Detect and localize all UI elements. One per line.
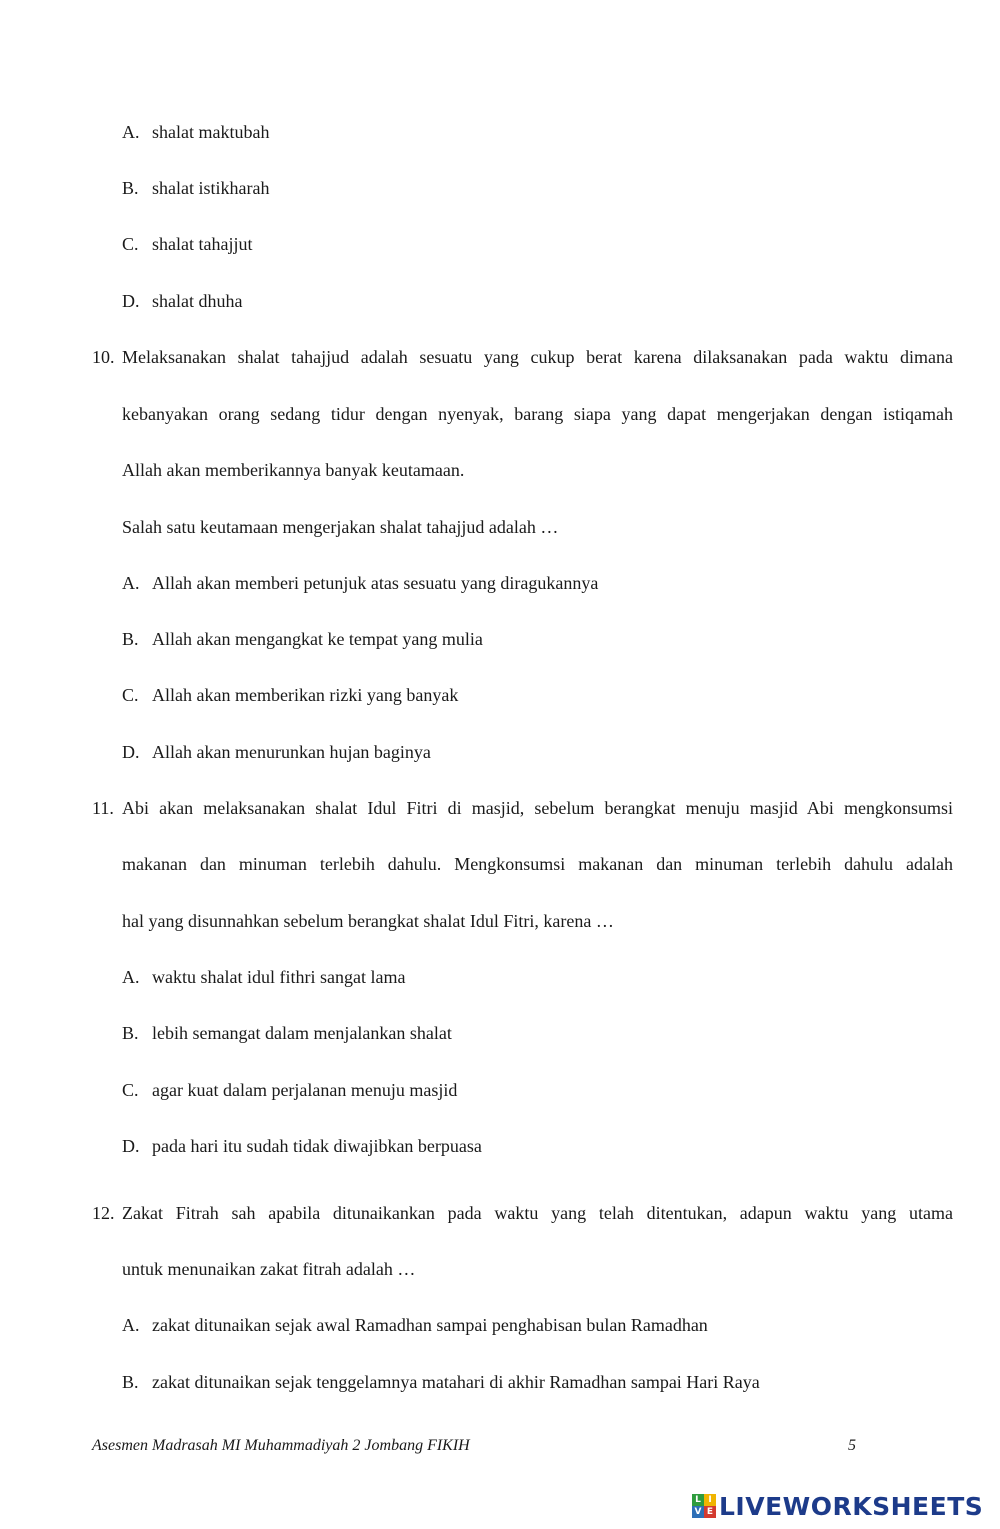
- q10-text-line-1: Melaksanakan shalat tahajjud adalah sesuatu yang cukup berat karena dilaksanakan pada waktu dimana: [122, 347, 953, 367]
- logo-letter: V: [692, 1506, 704, 1518]
- q10-option-a[interactable]: [122, 572, 598, 594]
- option-text: zakat ditunaikan sejak tenggelamnya matahari di akhir Ramadhan sampai Hari Raya: [152, 1372, 760, 1392]
- option-text: shalat istikharah: [152, 178, 270, 198]
- q11-text-line-3: hal yang disunnahkan sebelum berangkat shalat Idul Fitri, karena …: [122, 911, 614, 931]
- q10-number: 10.: [92, 347, 115, 367]
- q10-option-d[interactable]: [122, 741, 431, 763]
- q12-option-b[interactable]: [122, 1371, 760, 1393]
- option-letter: B.: [122, 178, 139, 198]
- option-text: Allah akan memberikan rizki yang banyak: [152, 685, 459, 705]
- option-letter: B.: [122, 629, 139, 649]
- option-text: waktu shalat idul fithri sangat lama: [152, 967, 406, 987]
- option-letter: C.: [122, 1080, 139, 1100]
- logo-letter: L: [692, 1494, 704, 1506]
- q10-prompt: Salah satu keutamaan mengerjakan shalat tahajjud adalah …: [122, 517, 559, 537]
- option-letter: A.: [122, 1315, 140, 1335]
- q11-option-b[interactable]: [122, 1022, 452, 1044]
- option-text: shalat dhuha: [152, 291, 243, 311]
- q11-option-d[interactable]: [122, 1135, 482, 1157]
- option-text: shalat maktubah: [152, 122, 270, 142]
- option-text: Allah akan menurunkan hujan baginya: [152, 742, 431, 762]
- option-letter: B.: [122, 1372, 139, 1392]
- option-letter: C.: [122, 234, 139, 254]
- q11-text-line-1: Abi akan melaksanakan shalat Idul Fitri di masjid, sebelum berangkat menuju masjid Abi mengkonsumsi: [122, 798, 953, 818]
- q10-text-line-3: Allah akan memberikannya banyak keutamaan.: [122, 460, 465, 480]
- option-text: shalat tahajjut: [152, 234, 253, 254]
- option-text: Allah akan mengangkat ke tempat yang mulia: [152, 629, 483, 649]
- option-letter: D.: [122, 1136, 140, 1156]
- option-text: lebih semangat dalam menjalankan shalat: [152, 1023, 452, 1043]
- logo-letter: I: [704, 1494, 716, 1506]
- q10-option-b[interactable]: [122, 628, 483, 650]
- option-letter: A.: [122, 122, 140, 142]
- page-number: 5: [848, 1437, 856, 1454]
- q11-text-line-2: makanan dan minuman terlebih dahulu. Mengkonsumsi makanan dan minuman terlebih dahulu adalah: [122, 854, 953, 874]
- option-text: Allah akan memberi petunjuk atas sesuatu yang diragukannya: [152, 573, 599, 593]
- option-letter: D.: [122, 291, 140, 311]
- q12-option-a[interactable]: [122, 1314, 708, 1336]
- q12-text-line-1: Zakat Fitrah sah apabila ditunaikankan pada waktu yang telah ditentukan, adapun waktu yang utama: [122, 1203, 953, 1223]
- q12-number: 12.: [92, 1203, 115, 1223]
- option-letter: B.: [122, 1023, 139, 1043]
- option-text: agar kuat dalam perjalanan menuju masjid: [152, 1080, 458, 1100]
- q11-option-c[interactable]: [122, 1079, 457, 1101]
- option-letter: C.: [122, 685, 139, 705]
- option-text: zakat ditunaikan sejak awal Ramadhan sampai penghabisan bulan Ramadhan: [152, 1315, 708, 1335]
- q9-option-a[interactable]: [122, 121, 269, 143]
- option-text: pada hari itu sudah tidak diwajibkan berpuasa: [152, 1136, 482, 1156]
- q11-option-a[interactable]: [122, 966, 405, 988]
- q9-option-c[interactable]: [122, 233, 252, 255]
- q10-option-c[interactable]: [122, 684, 458, 706]
- liveworksheets-logo[interactable]: [692, 1491, 983, 1521]
- logo-letter: E: [704, 1506, 716, 1518]
- liveworksheets-icon: [692, 1494, 716, 1518]
- option-letter: A.: [122, 573, 140, 593]
- q10-text-line-2: kebanyakan orang sedang tidur dengan nyenyak, barang siapa yang dapat mengerjakan dengan istiqamah: [122, 404, 953, 424]
- q9-option-d[interactable]: [122, 290, 242, 312]
- q12-text-line-2: untuk menunaikan zakat fitrah adalah …: [122, 1259, 416, 1279]
- page-footer: Asesmen Madrasah MI Muhammadiyah 2 Jombang FIKIH: [92, 1437, 470, 1454]
- option-letter: A.: [122, 967, 140, 987]
- q9-option-b[interactable]: [122, 177, 269, 199]
- liveworksheets-wordmark: LIVEWORKSHEETS: [719, 1491, 984, 1521]
- q11-number: 11.: [92, 798, 114, 818]
- option-letter: D.: [122, 742, 140, 762]
